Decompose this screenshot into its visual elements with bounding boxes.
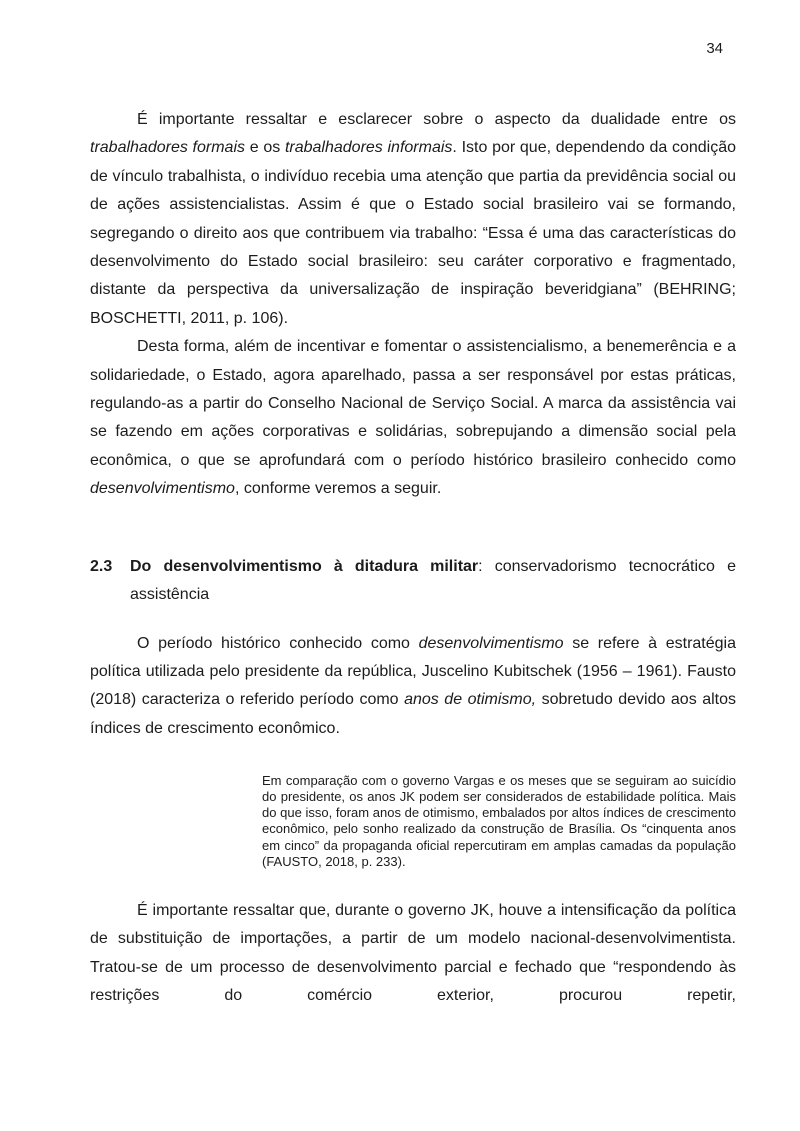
text-run: se refere à estratégia política utilizada pelo presidente da república, Juscelino Kubitschek (1956 – 1961). Fausto (2018) caracteriza o referido período como: [90, 634, 736, 709]
text-run: sobretudo devido aos altos índices de crescimento econômico.: [90, 691, 736, 737]
text-run: anos de otimismo,: [404, 691, 537, 709]
text-run: trabalhadores informais: [284, 139, 453, 157]
paragraph-governo-jk-importacoes: [90, 897, 736, 1011]
text-run: . Isto por que, dependendo da condição de vínculo trabalhista, o indivíduo recebia uma atenção que partia da previdência social ou de ações assistencialistas. Assim é que o Estado social brasileiro vai se formando, segregando o direito aos que contribuem via trabalho: “Essa é uma das características do desenvolvimento do Estado social brasileiro: seu caráter corporativo e fragmentado, distante da perspectiva da universalização de inspiração beveridgiana” (BEHRING; BOSCHETTI, 2011, p. 106).: [90, 139, 737, 327]
text-run: Do desenvolvimentismo à ditadura militar: [130, 557, 479, 575]
section-heading: [90, 553, 736, 610]
section-title: [130, 558, 736, 603]
text-run: Em comparação com o governo Vargas e os meses que se seguiram ao suicídio do presidente, os anos JK podem ser considerados de estabilidade política. Mais do que isso, foram anos de otimismo, embalados por altos índices de crescimento econômico, pelo sonho realizado da construção de Brasília. Os “cinquenta anos em cinco” da propaganda oficial repercutiram em amplas camadas da população (FAUSTO, 2018, p. 233).: [262, 773, 736, 869]
text-run: É importante ressaltar e esclarecer sobre o aspecto da dualidade entre os: [137, 111, 736, 128]
text-run: desenvolvimentismo: [418, 634, 564, 652]
paragraph-desenvolvimentismo-jk: [90, 630, 736, 744]
text-run: desenvolvimentismo: [90, 480, 235, 498]
text-run: e os: [245, 139, 285, 157]
text-run: Desta forma, além de incentivar e fomentar o assistencialismo, a benemerência e a solidariedade, o Estado, agora aparelhado, passa a ser responsável por estas práticas, regulando-as a partir do Conselho Nacional de Serviço Social. A marca da assistência vai se fazendo em ações corporativas e solidárias, sobrepujando a dimensão social pela econômica, o que se aprofundará com o período histórico brasileiro conhecido como: [90, 338, 736, 469]
text-run: É importante ressaltar que, durante o governo JK, houve a intensificação da política de substituição de importações, a partir de um modelo nacional-desenvolvimentista. Tratou-se de um processo de desenvolvimento parcial e fechado que “respondendo às restrições do comércio exterior, procurou repetir,: [90, 901, 736, 1004]
text-run: , conforme veremos a seguir.: [234, 480, 442, 498]
text-run: O período histórico conhecido como: [137, 634, 419, 652]
page-number: 34: [706, 40, 723, 57]
text-run: : conservadorismo tecnocrático e assistência: [130, 557, 736, 604]
paragraph-dualidade-trabalhadores: [90, 106, 736, 333]
section-number: 2.3: [90, 557, 113, 575]
text-run: trabalhadores formais: [90, 139, 246, 157]
page-body: [90, 106, 736, 1010]
blockquote-fausto-citation: [262, 773, 736, 870]
paragraph-assistencialismo-estado: [90, 333, 736, 503]
